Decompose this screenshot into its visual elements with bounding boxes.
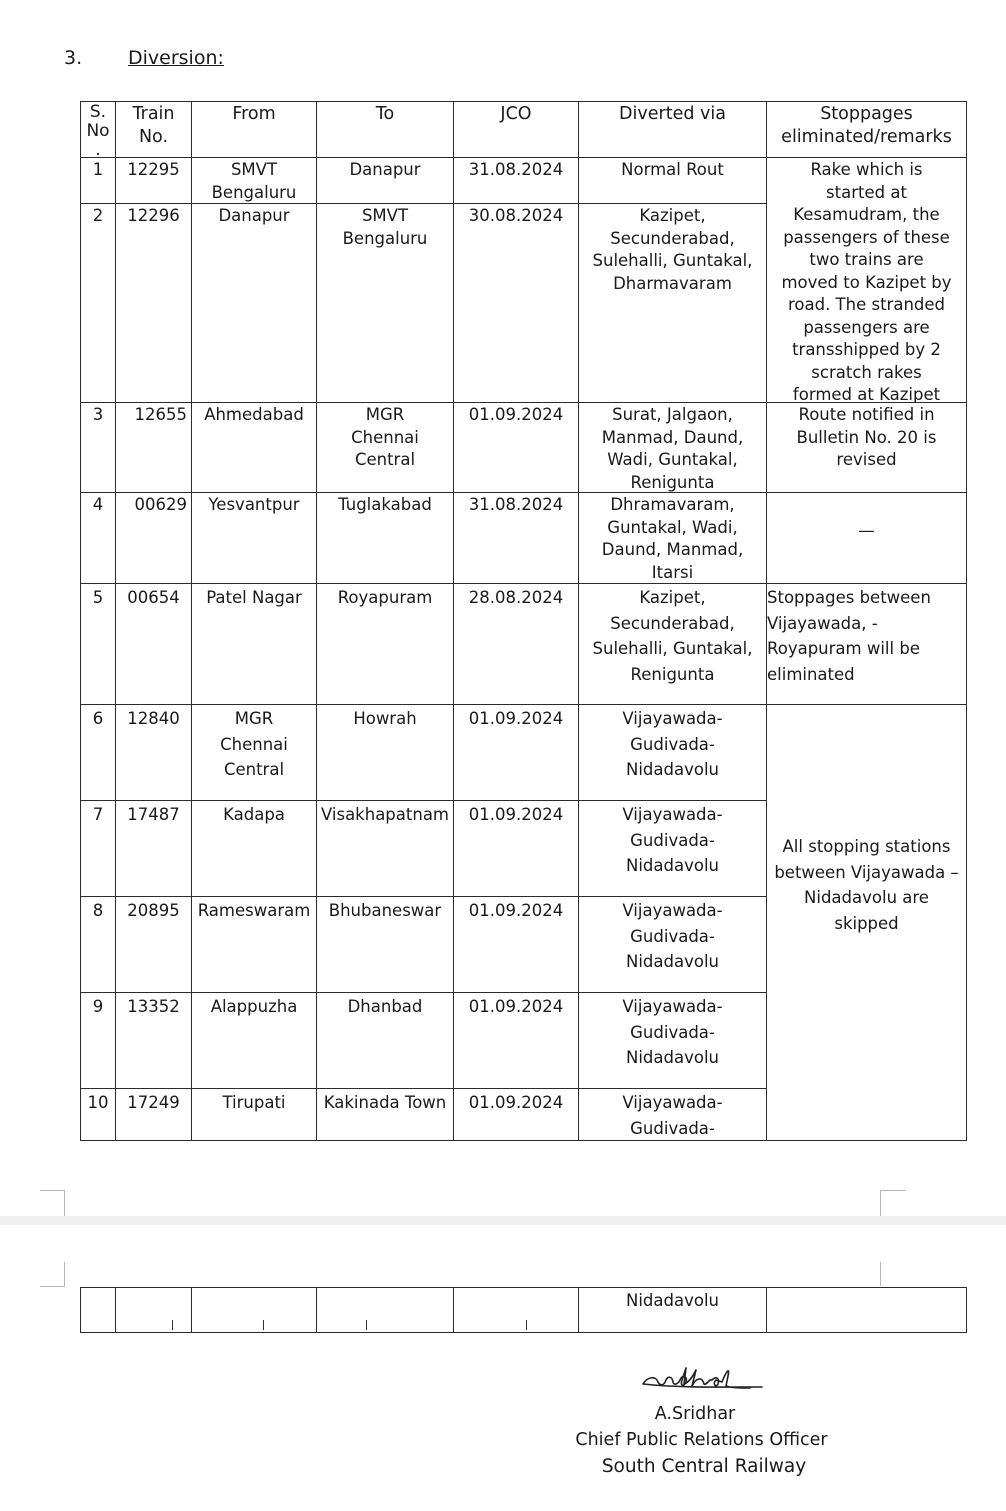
cell-from: Alappuzha [191, 992, 317, 1089]
table-artifact-tick [263, 1320, 264, 1330]
header-jco: JCO [453, 101, 579, 158]
handwritten-signature [640, 1362, 765, 1392]
cell-to: Danapur [316, 157, 454, 204]
cell-train-no: 00654 [115, 583, 192, 705]
cell-from: Rameswaram [191, 896, 317, 993]
cell-from: Danapur [191, 203, 317, 403]
cell-to: MGR Chennai Central [316, 402, 454, 493]
header-sno: S. No . [80, 101, 116, 158]
cell-diverted-via: Dhramavaram, Guntakal, Wadi, Daund, Manmad, Itarsi [578, 492, 767, 584]
cell-sno: 9 [80, 992, 116, 1089]
cell-jco: 31.08.2024 [453, 492, 579, 584]
cell-train-no: 13352 [115, 992, 192, 1089]
page-corner-mark [40, 1262, 65, 1287]
cell-from: Kadapa [191, 800, 317, 897]
cell-diverted-via: Vijayawada- Gudivada- Nidadavolu [578, 992, 767, 1089]
signatory-designation: Chief Public Relations Officer [575, 1430, 828, 1450]
cell-to: Tuglakabad [316, 492, 454, 584]
page-separator [0, 1216, 1006, 1225]
cell-remarks-merged-1-2: Rake which is started at Kesamudram, the passengers of these two trains are moved to Kazipet by road. The stranded passengers are transshipped by 2 scratch rakes formed at Kazipet [766, 157, 967, 403]
signatory-name: A.Sridhar [654, 1404, 736, 1424]
cell-jco: 01.09.2024 [453, 402, 579, 493]
cont-cell-from [191, 1287, 317, 1333]
header-remarks: Stoppages eliminated/remarks [766, 101, 967, 158]
table-artifact-tick [366, 1320, 367, 1330]
cell-jco: 01.09.2024 [453, 800, 579, 897]
table-artifact-tick [526, 1320, 527, 1330]
cell-sno: 7 [80, 800, 116, 897]
cell-to: SMVT Bengaluru [316, 203, 454, 403]
cell-sno: 2 [80, 203, 116, 403]
cell-to: Royapuram [316, 583, 454, 705]
header-to: To [316, 101, 454, 158]
cont-cell-jco [453, 1287, 579, 1333]
cell-train-no: 20895 [115, 896, 192, 993]
table-artifact-tick [172, 1320, 173, 1330]
cell-train-no: 00629 [115, 492, 192, 584]
cell-jco: 01.09.2024 [453, 704, 579, 801]
cell-remarks: Route notified in Bulletin No. 20 is revised [766, 402, 967, 493]
cell-diverted-via: Vijayawada- Gudivada- Nidadavolu [578, 704, 767, 801]
header-diverted-via: Diverted via [578, 101, 767, 158]
cont-cell-to [316, 1287, 454, 1333]
cell-sno: 6 [80, 704, 116, 801]
cell-jco: 01.09.2024 [453, 896, 579, 993]
cont-cell-train-no [115, 1287, 192, 1333]
cell-to: Visakhapatnam [316, 800, 454, 897]
cell-to: Howrah [316, 704, 454, 801]
cell-remarks-merged-6-10: All stopping stations between Vijayawada – Nidadavolu are skipped [766, 704, 967, 1141]
cont-cell-diverted-via: Nidadavolu [578, 1287, 767, 1333]
cell-diverted-via: Vijayawada- Gudivada- Nidadavolu [578, 896, 767, 993]
cell-train-no: 12295 [115, 157, 192, 204]
cell-diverted-via: Kazipet, Secunderabad, Sulehalli, Guntakal, Dharmavaram [578, 203, 767, 403]
header-train-no: Train No. [115, 101, 192, 158]
page-corner-mark [880, 1262, 882, 1286]
signatory-organization: South Central Railway [601, 1456, 807, 1477]
cell-jco: 31.08.2024 [453, 157, 579, 204]
cell-sno: 1 [80, 157, 116, 204]
cell-jco: 30.08.2024 [453, 203, 579, 403]
cell-sno: 5 [80, 583, 116, 705]
cell-remarks: — [766, 492, 967, 584]
cell-train-no: 17249 [115, 1088, 192, 1141]
cell-diverted-via: Normal Rout [578, 157, 767, 204]
cell-remarks: Stoppages between Vijayawada, - Royapuram will be eliminated [766, 583, 967, 705]
cell-sno: 10 [80, 1088, 116, 1141]
cell-sno: 4 [80, 492, 116, 584]
cell-from: MGR Chennai Central [191, 704, 317, 801]
cell-train-no: 12296 [115, 203, 192, 403]
header-from: From [191, 101, 317, 158]
cell-train-no: 12655 [115, 402, 192, 493]
cell-to: Kakinada Town [316, 1088, 454, 1141]
cell-from: SMVT Bengaluru [191, 157, 317, 204]
page-corner-mark [880, 1190, 906, 1216]
cell-diverted-via: Vijayawada- Gudivada- [578, 1088, 767, 1141]
cont-cell-remarks [766, 1287, 967, 1333]
cell-jco: 01.09.2024 [453, 1088, 579, 1141]
cell-from: Ahmedabad [191, 402, 317, 493]
page-corner-mark [40, 1190, 65, 1216]
section-title: Diversion: [128, 47, 224, 69]
section-number: 3. [64, 47, 83, 69]
cell-from: Yesvantpur [191, 492, 317, 584]
cell-diverted-via: Kazipet, Secunderabad, Sulehalli, Guntakal, Renigunta [578, 583, 767, 705]
cell-sno: 8 [80, 896, 116, 993]
cell-diverted-via: Vijayawada- Gudivada- Nidadavolu [578, 800, 767, 897]
cont-cell-sno [80, 1287, 116, 1333]
cell-jco: 01.09.2024 [453, 992, 579, 1089]
cell-jco: 28.08.2024 [453, 583, 579, 705]
cell-from: Patel Nagar [191, 583, 317, 705]
cell-to: Bhubaneswar [316, 896, 454, 993]
cell-to: Dhanbad [316, 992, 454, 1089]
cell-sno: 3 [80, 402, 116, 493]
cell-diverted-via: Surat, Jalgaon, Manmad, Daund, Wadi, Guntakal, Renigunta [578, 402, 767, 493]
cell-train-no: 17487 [115, 800, 192, 897]
cell-train-no: 12840 [115, 704, 192, 801]
cell-from: Tirupati [191, 1088, 317, 1141]
